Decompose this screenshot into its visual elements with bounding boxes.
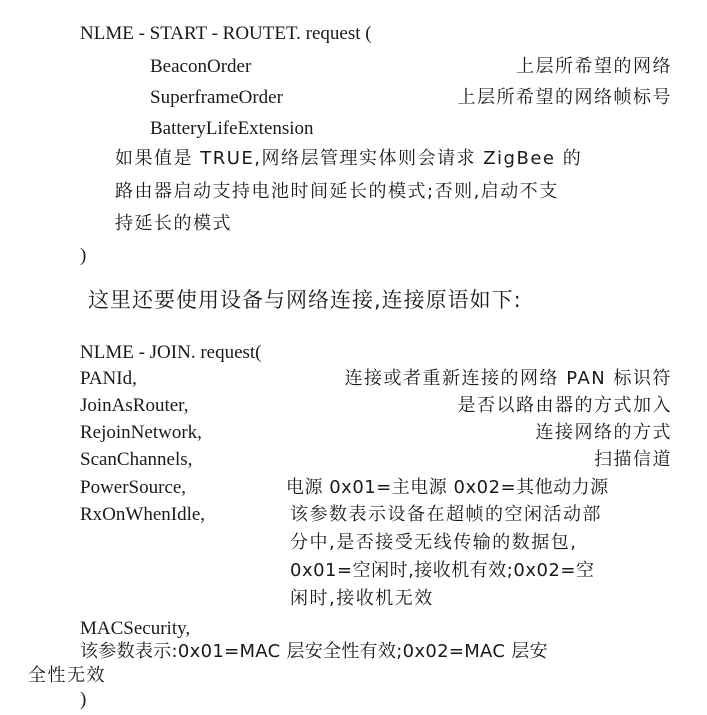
start-router-header: NLME - START - ROUTET. request ( (80, 23, 372, 44)
param-desc: 是否以路由器的方式加入 (457, 395, 672, 416)
param-name: PANId, (80, 368, 137, 389)
close-paren: ) (80, 245, 87, 266)
param-desc-continuation: 闲时,接收机无效 (290, 588, 434, 609)
param-desc: 该参数表示设备在超帧的空闲活动部 (290, 504, 602, 525)
explanation-line: 如果值是 TRUE,网络层管理实体则会请求 ZigBee 的 (115, 148, 583, 169)
param-name: PowerSource, (80, 477, 187, 498)
param-desc: 上层所希望的网络帧标号 (457, 87, 672, 108)
intro-paragraph: 这里还要使用设备与网络连接,连接原语如下: (88, 288, 522, 312)
mac-security-desc: 该参数表示:0x01=MAC 层安全性有效;0x02=MAC 层安 (80, 641, 548, 662)
param-name: BeaconOrder (150, 56, 252, 77)
join-header: NLME - JOIN. request( (80, 342, 262, 363)
param-desc: 连接或者重新连接的网络 PAN 标识符 (344, 368, 672, 389)
param-name: JoinAsRouter, (80, 395, 189, 416)
param-desc: 扫描信道 (594, 449, 672, 470)
param-desc-continuation: 分中,是否接受无线传输的数据包, (290, 532, 578, 553)
param-name: BatteryLifeExtension (150, 118, 314, 139)
param-name: RejoinNetwork, (80, 422, 202, 443)
param-desc-continuation: 0x01=空闲时,接收机有效;0x02=空 (290, 560, 595, 581)
param-desc: 上层所希望的网络 (516, 56, 672, 77)
explanation-line: 路由器启动支持电池时间延长的模式;否则,启动不支 (115, 181, 559, 202)
close-paren: ) (80, 689, 87, 710)
explanation-line: 持延长的模式 (115, 213, 232, 234)
param-desc: 连接网络的方式 (535, 422, 672, 443)
param-desc: 电源 0x01=主电源 0x02=其他动力源 (286, 477, 609, 498)
param-name: SuperframeOrder (150, 87, 283, 108)
param-name: RxOnWhenIdle, (80, 504, 206, 525)
param-name: MACSecurity, (80, 618, 191, 639)
mac-security-desc-continuation: 全性无效 (28, 665, 106, 686)
param-name: ScanChannels, (80, 449, 193, 470)
